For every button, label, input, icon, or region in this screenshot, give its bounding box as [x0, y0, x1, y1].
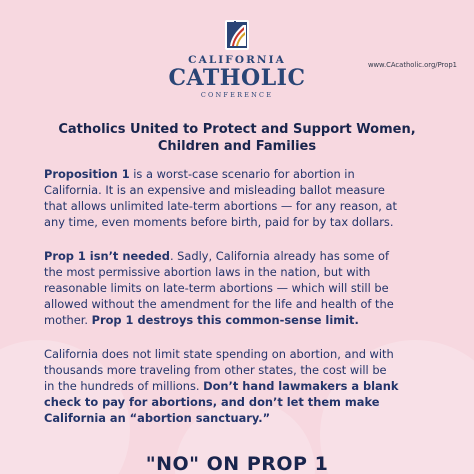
page-heading: Catholics United to Protect and Support Women, Children and Families — [58, 122, 416, 154]
organization-logo — [150, 18, 324, 104]
website-link[interactable]: www.CAcatholic.org/Prop1 — [367, 61, 457, 69]
paragraph-text: . Sadly, California already has some of the most permissive abortion laws in the nation, but with reasonable limits on late-term abortions — which will still be allowed without the amendment for the life and health of the mother. — [44, 249, 394, 327]
paragraph-emphasis: Proposition 1 — [44, 167, 130, 181]
no-on-prop-1-title: "NO" ON PROP 1 — [145, 453, 329, 474]
paragraph-text: California does not limit state spending on abortion, and with thousands more traveling from other states, the cost will be in the hundreds of millions. — [44, 347, 394, 393]
paragraph-emphasis: Prop 1 isn’t needed — [44, 249, 170, 263]
paragraph-text: is a worst-case scenario for abortion in California. It is an expensive and misleading ballot measure that allows unlimited late-term abortions — for any reason, at any time, even moments before birth, paid for by tax dollars. — [44, 167, 397, 229]
paragraph-emphasis: Don’t hand lawmakers a blank check to pay for abortions, and don’t let them make California an “abortion sanctuary.” — [44, 379, 399, 425]
paragraph-emphasis: Prop 1 destroys this common-sense limit. — [91, 313, 359, 327]
logo-text-main: CATHOLIC — [168, 65, 306, 91]
paragraph-cost — [44, 346, 430, 426]
paragraph-not-needed — [44, 248, 430, 328]
logo-text-top: CALIFORNIA — [188, 54, 286, 66]
logo-text-bottom: CONFERENCE — [200, 91, 274, 99]
california-catholic-conference-logo — [223, 18, 251, 52]
paragraph-proposition-overview — [44, 166, 430, 230]
